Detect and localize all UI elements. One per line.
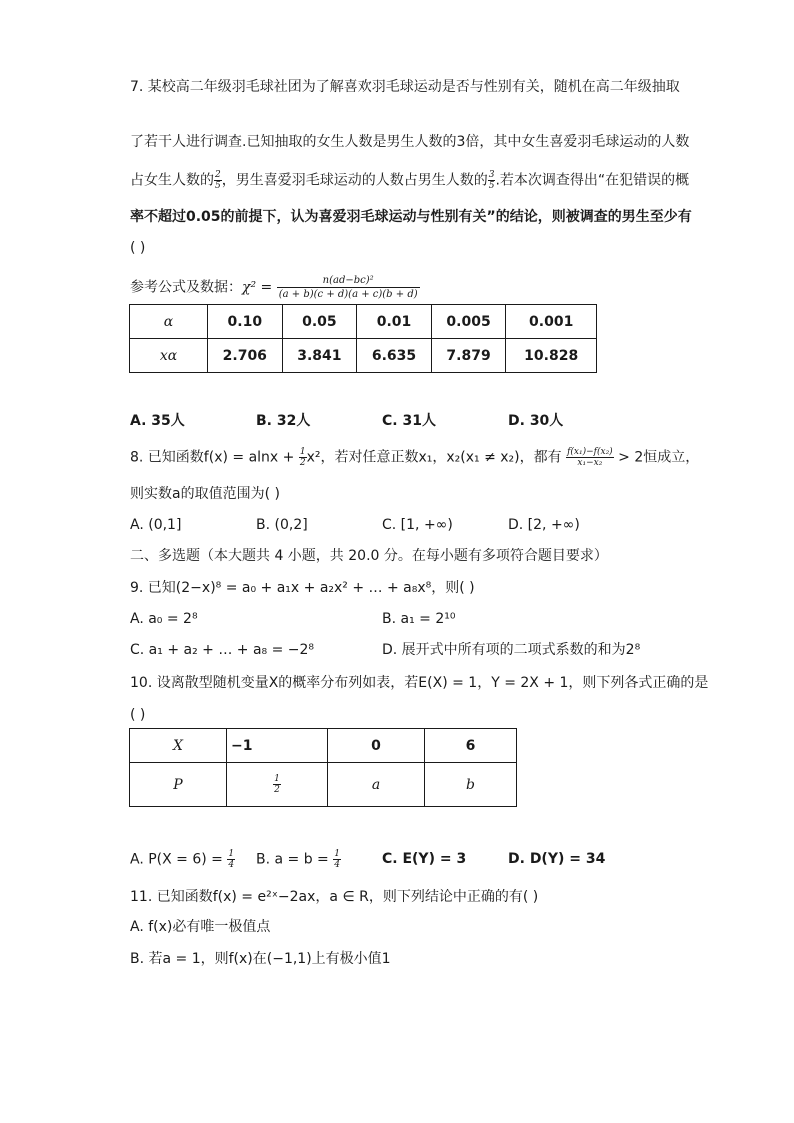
formula-lhs: χ² = bbox=[242, 279, 273, 296]
q8-mid: x²，若对任意正数x₁，x₂(x₁ ≠ x₂)，都有 bbox=[306, 449, 562, 466]
table-cell: 0.01 bbox=[357, 305, 432, 339]
formula-num: n(ad−bc)² bbox=[277, 274, 420, 288]
formula-fraction bbox=[277, 274, 420, 301]
q10-distribution-table bbox=[129, 728, 517, 807]
table-cell: 0 bbox=[328, 729, 425, 763]
table-cell: 3.841 bbox=[282, 339, 357, 373]
table-cell bbox=[227, 763, 328, 807]
table-cell: α bbox=[130, 305, 208, 339]
q11-stem: 11. 已知函数f(x) = e²ˣ−2ax，a ∈ R，则下列结论中正确的有( ) bbox=[130, 889, 539, 905]
table-cell: 7.879 bbox=[431, 339, 506, 373]
frac-den: 4 bbox=[334, 860, 340, 870]
table-cell: P bbox=[130, 763, 227, 807]
frac-num: 2 bbox=[215, 170, 221, 180]
frac-den: 5 bbox=[488, 181, 495, 191]
q8-post: > 2恒成立， bbox=[618, 449, 700, 466]
table-row bbox=[130, 763, 517, 807]
q10-stem: 10. 设离散型随机变量X的概率分布列如表，若E(X) = 1，Y = 2X + 1，则下列各式正确的是 bbox=[130, 675, 709, 691]
q7-option-c: C. 31人 bbox=[382, 413, 436, 429]
frac-half bbox=[273, 774, 281, 795]
table-row bbox=[130, 729, 517, 763]
q8-option-a: A. (0,1] bbox=[130, 517, 182, 533]
section-heading: 二、多选题（本大题共 4 小题，共 20.0 分。在每小题有多项符合题目要求） bbox=[130, 548, 608, 564]
q9-stem: 9. 已知(2−x)⁸ = a₀ + a₁x + a₂x² + … + a₈x⁸，则( ) bbox=[130, 580, 475, 596]
table-cell: −1 bbox=[227, 729, 328, 763]
q7-line3-pre: 占女生人数的 bbox=[130, 172, 214, 189]
table-cell: xα bbox=[130, 339, 208, 373]
q8-option-b: B. (0,2] bbox=[256, 517, 308, 533]
frac-num: 1 bbox=[299, 447, 306, 457]
frac-den: x₁−x₂ bbox=[577, 458, 603, 468]
q7-option-d: D. 30人 bbox=[508, 413, 564, 429]
table-row bbox=[130, 305, 597, 339]
q10-option-b-text: B. a = b = bbox=[256, 851, 329, 868]
frac-den: 4 bbox=[228, 860, 235, 870]
formula-den: (a + b)(c + d)(a + c)(b + d) bbox=[278, 289, 418, 300]
table-cell: X bbox=[130, 729, 227, 763]
q10-line2: ( ) bbox=[130, 707, 146, 723]
q10-option-a bbox=[130, 849, 235, 870]
q7-option-a: A. 35人 bbox=[130, 413, 185, 429]
table-cell: 2.706 bbox=[208, 339, 283, 373]
q10-option-a-text: A. P(X = 6) = bbox=[130, 851, 223, 868]
table-cell: 6.635 bbox=[357, 339, 432, 373]
frac-den: 2 bbox=[274, 785, 280, 795]
q7-line3-mid: ，男生喜爱羽毛球运动的人数占男生人数的 bbox=[221, 172, 488, 189]
q9-option-d: D. 展开式中所有项的二项式系数的和为2⁸ bbox=[382, 642, 641, 658]
q8-frac-half bbox=[299, 447, 307, 468]
q7-line5: ( ) bbox=[130, 240, 146, 256]
frac-num: 3 bbox=[488, 170, 495, 180]
q8-frac-difference bbox=[566, 447, 614, 468]
q7-formula bbox=[130, 274, 420, 301]
table-row bbox=[130, 339, 597, 373]
frac-num: 1 bbox=[274, 774, 280, 784]
frac-quarter bbox=[227, 849, 235, 870]
q8-option-d: D. [2, +∞) bbox=[508, 517, 580, 533]
q8-stem bbox=[130, 447, 699, 468]
q9-option-c: C. a₁ + a₂ + … + a₈ = −2⁸ bbox=[130, 642, 315, 658]
formula-label: 参考公式及数据： bbox=[130, 279, 242, 296]
q7-line3-post: .若本次调查得出“在犯错误的概 bbox=[495, 172, 690, 189]
table-cell: 0.05 bbox=[282, 305, 357, 339]
q10-option-b bbox=[256, 849, 341, 870]
q10-option-d: D. D(Y) = 34 bbox=[508, 851, 606, 867]
table-cell: 0.10 bbox=[208, 305, 283, 339]
q7-critical-value-table bbox=[129, 304, 597, 373]
table-cell: 0.001 bbox=[506, 305, 597, 339]
table-cell: 10.828 bbox=[506, 339, 597, 373]
table-cell: 6 bbox=[425, 729, 517, 763]
q10-option-c: C. E(Y) = 3 bbox=[382, 851, 467, 867]
q9-option-a: A. a₀ = 2⁸ bbox=[130, 611, 198, 627]
q11-option-a: A. f(x)必有唯一极值点 bbox=[130, 919, 271, 935]
frac-den: 5 bbox=[215, 181, 221, 191]
frac-den: 2 bbox=[299, 458, 306, 468]
frac-num: 1 bbox=[334, 849, 340, 859]
q9-option-b: B. a₁ = 2¹⁰ bbox=[382, 611, 456, 627]
q7-line4: 率不超过0.05的前提下，认为喜爱羽毛球运动与性别有关”的结论，则被调查的男生至少有 bbox=[130, 209, 692, 225]
q8-line2: 则实数a的取值范围为( ) bbox=[130, 486, 280, 502]
q7-option-b: B. 32人 bbox=[256, 413, 311, 429]
q7-line2: 了若干人进行调查.已知抽取的女生人数是男生人数的3倍，其中女生喜爱羽毛球运动的人数 bbox=[130, 134, 690, 150]
q8-option-c: C. [1, +∞) bbox=[382, 517, 453, 533]
frac-num: 1 bbox=[228, 849, 235, 859]
frac-quarter bbox=[333, 849, 341, 870]
q11-option-b: B. 若a = 1，则f(x)在(−1,1)上有极小值1 bbox=[130, 951, 391, 967]
q7-line3 bbox=[130, 170, 689, 191]
table-cell: b bbox=[425, 763, 517, 807]
q7-frac-two-fifths bbox=[214, 170, 222, 191]
q8-pre: 8. 已知函数f(x) = alnx + bbox=[130, 449, 295, 466]
q7-line1: 7. 某校高二年级羽毛球社团为了解喜欢羽毛球运动是否与性别有关，随机在高二年级抽取 bbox=[130, 79, 680, 95]
frac-num: f(x₁)−f(x₂) bbox=[567, 447, 613, 457]
table-cell: 0.005 bbox=[431, 305, 506, 339]
table-cell: a bbox=[328, 763, 425, 807]
